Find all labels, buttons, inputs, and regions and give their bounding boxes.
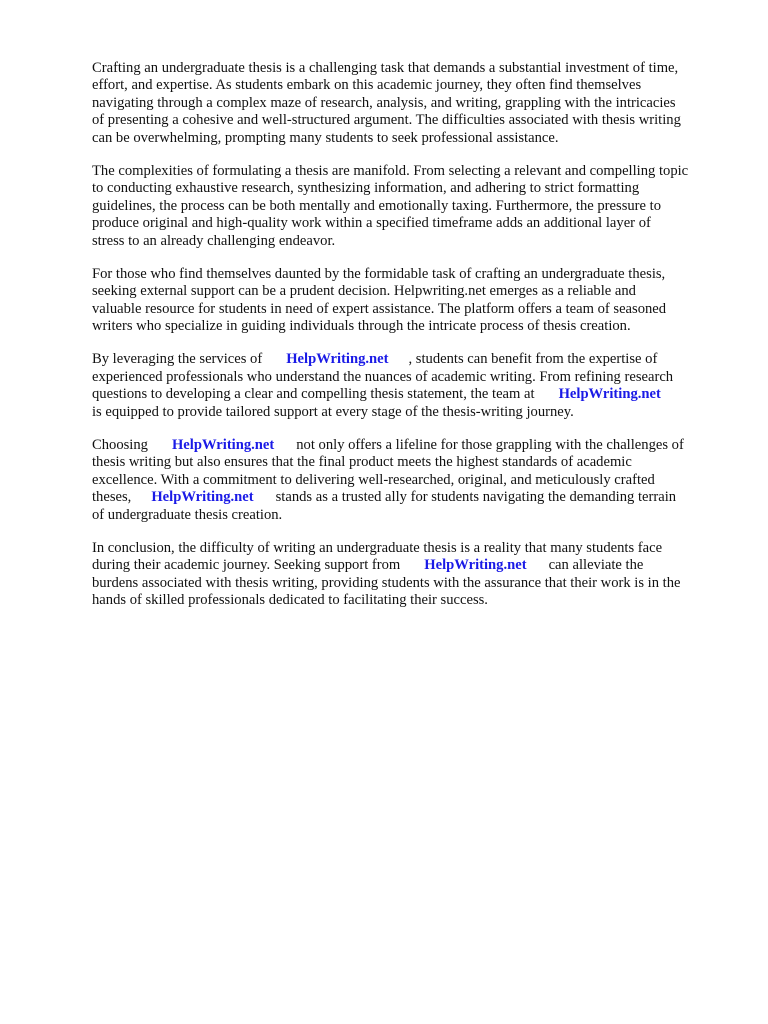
text-segment: can alleviate the (548, 557, 644, 574)
text-line: effort, and expertise. As students embark on this academic journey, they often find themselves (92, 77, 642, 94)
text-segment: Choosing (92, 437, 148, 454)
text-line: stress to an already challenging endeavor. (92, 232, 336, 249)
text-line: to conducting exhaustive research, synthesizing information, and adhering to strict formatting (92, 180, 640, 197)
text-line: Crafting an undergraduate thesis is a challenging task that demands a substantial investment of time, (92, 60, 679, 76)
text-line: is equipped to provide tailored support at every stage of the thesis-writing journey. (92, 403, 574, 420)
text-segment: , students can benefit from the expertise of (408, 351, 658, 368)
paragraph-conclusion (92, 540, 730, 610)
text-line: of undergraduate thesis creation. (92, 506, 283, 523)
helpwriting-link[interactable]: HelpWriting.net (151, 489, 254, 506)
text-segment: during their academic journey. Seeking support from (92, 557, 401, 574)
text-segment: By leveraging the services of (92, 351, 263, 368)
text-segment: questions to developing a clear and compelling thesis statement, the team at (92, 386, 535, 403)
paragraph-external-support (92, 266, 730, 336)
text-line: thesis writing but also ensures that the final product meets the highest standards of academic (92, 454, 632, 471)
text-line: seeking external support can be a prudent decision. Helpwriting.net emerges as a reliable and (92, 283, 636, 300)
text-line: guidelines, the process can be both mentally and emotionally taxing. Furthermore, the pressure to (92, 197, 662, 214)
text-segment: not only offers a lifeline for those grappling with the challenges of (296, 437, 684, 454)
helpwriting-link[interactable]: HelpWriting.net (424, 557, 527, 574)
text-line: valuable resource for students in need of expert assistance. The platform offers a team of seasoned (92, 300, 667, 317)
text-line: hands of skilled professionals dedicated to facilitating their success. (92, 592, 488, 609)
text-line: of presenting a cohesive and well-structured argument. The difficulties associated with thesis writing (92, 112, 681, 129)
text-line: burdens associated with thesis writing, providing students with the assurance that their work is in the (92, 574, 681, 591)
helpwriting-link[interactable]: HelpWriting.net (558, 386, 661, 403)
text-line (92, 351, 730, 368)
paragraph-complexities (92, 163, 730, 250)
paragraph-intro (92, 60, 730, 147)
paragraph-leveraging-services (92, 351, 730, 421)
text-line: writers who specialize in guiding individuals through the intricate process of thesis creation. (92, 318, 631, 335)
text-line: experienced professionals who understand the nuances of academic writing. From refining research (92, 368, 674, 385)
text-line (92, 489, 730, 506)
text-line: excellence. With a commitment to delivering well-researched, original, and meticulously crafted (92, 471, 655, 488)
text-line: produce original and high-quality work within a specified timeframe adds an additional layer of (92, 215, 651, 232)
text-line: can be overwhelming, prompting many students to seek professional assistance. (92, 129, 559, 146)
document-body (92, 60, 730, 626)
text-line: The complexities of formulating a thesis are manifold. From selecting a relevant and compelling topic (92, 162, 689, 179)
text-line: navigating through a complex maze of research, analysis, and writing, grappling with the intricacies (92, 94, 676, 111)
text-segment: stands as a trusted ally for students navigating the demanding terrain (275, 489, 677, 506)
helpwriting-link[interactable]: HelpWriting.net (286, 351, 389, 368)
text-line (92, 557, 730, 574)
text-segment: theses, (92, 489, 132, 506)
text-line (92, 386, 730, 403)
text-line (92, 437, 730, 454)
text-line: In conclusion, the difficulty of writing an undergraduate thesis is a reality that many students face (92, 539, 663, 556)
helpwriting-link[interactable]: HelpWriting.net (171, 437, 275, 454)
text-line: For those who find themselves daunted by the formidable task of crafting an undergraduate thesis, (92, 265, 666, 282)
paragraph-choosing (92, 437, 730, 524)
